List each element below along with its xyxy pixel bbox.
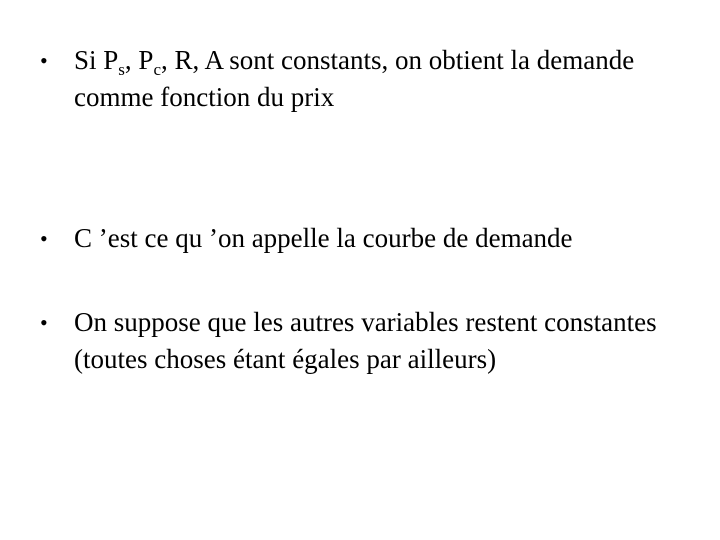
text-segment: Si P xyxy=(74,45,119,75)
text-segment: , P xyxy=(124,45,154,75)
bullet-text-ceteris-paribus: On suppose que les autres variables restent constantes (toutes choses étant égales par ailleurs) xyxy=(74,307,657,374)
text-segment: , R, A sont constants, on obtient la demande comme fonction du prix xyxy=(74,45,635,112)
bullet-text-demand-curve: C ’est ce qu ’on appelle la courbe de demande xyxy=(74,223,573,253)
subscript-c: c xyxy=(153,60,161,79)
bullet-item-ceteris-paribus xyxy=(40,304,680,378)
bullet-icon: • xyxy=(40,226,48,251)
bullet-icon: • xyxy=(40,48,48,73)
bullet-item-demand-curve xyxy=(40,220,680,257)
subscript-s: s xyxy=(118,60,125,79)
bullet-item-constants xyxy=(40,42,680,116)
bullet-icon: • xyxy=(40,310,48,335)
bullet-text-constants xyxy=(74,42,680,116)
